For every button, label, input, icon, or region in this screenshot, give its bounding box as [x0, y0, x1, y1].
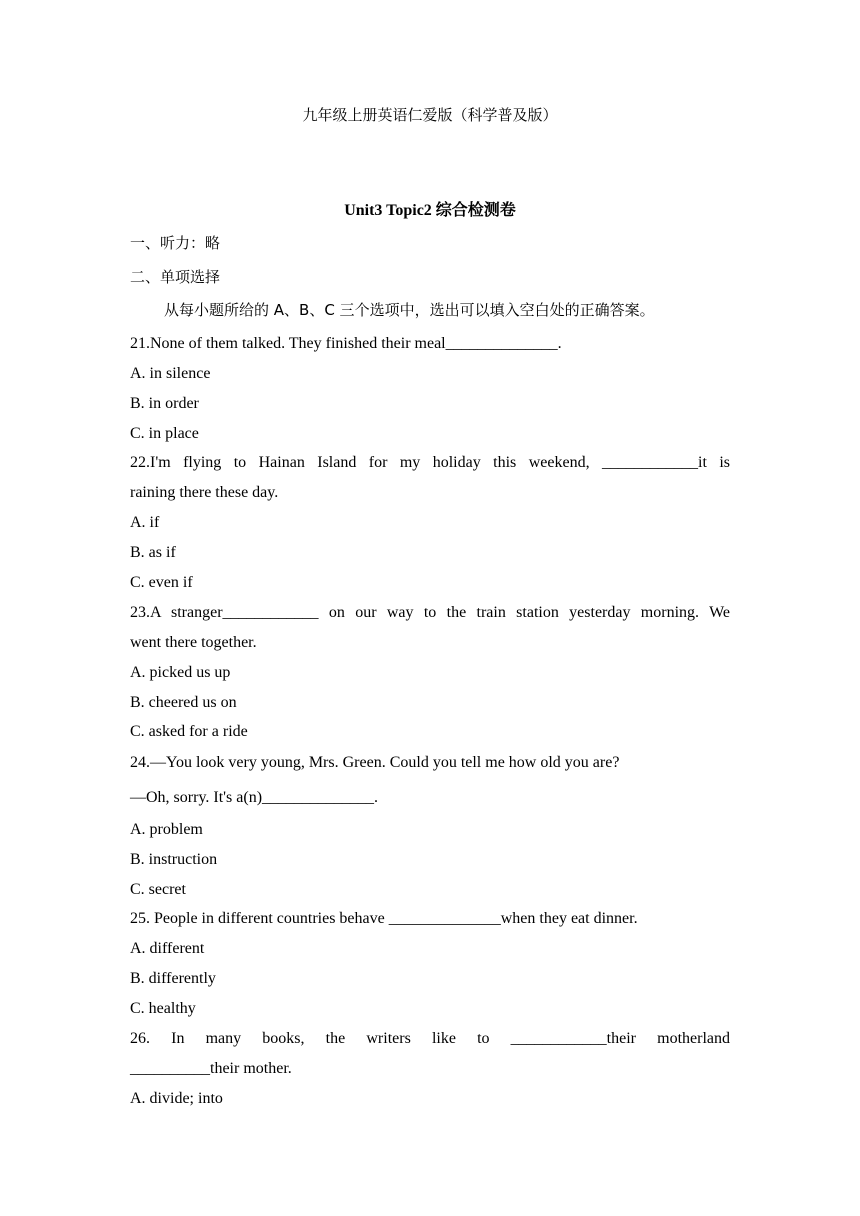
section-listening: 一、听力：略 — [130, 234, 221, 252]
question-25-option-c: C. healthy — [130, 1000, 196, 1017]
question-25-option-a: A. different — [130, 940, 205, 957]
question-24-option-c: C. secret — [130, 881, 186, 898]
question-23-stem-line2: went there together. — [130, 634, 257, 651]
question-23-option-b: B. cheered us on — [130, 694, 237, 711]
section-single-choice: 二、单项选择 — [130, 268, 221, 286]
question-22-option-c: C. even if — [130, 574, 193, 591]
question-25-stem: 25. People in different countries behave ______________when they eat dinner. — [130, 910, 638, 927]
question-22-stem-line2: raining there these day. — [130, 484, 279, 501]
question-22-option-a: A. if — [130, 514, 160, 531]
instruction-text: 从每小题所给的 A、B、C 三个选项中，选出可以填入空白处的正确答案。 — [164, 301, 655, 319]
question-21-option-a: A. in silence — [130, 365, 211, 382]
question-21-option-c: C. in place — [130, 425, 199, 442]
question-21-stem: 21.None of them talked. They finished their meal______________. — [130, 335, 562, 352]
question-26-stem-line1: 26. In many books, the writers like to ____________their motherland — [130, 1030, 730, 1047]
question-22-stem-line1: 22.I'm flying to Hainan Island for my holiday this weekend, ____________it is — [130, 454, 730, 471]
question-26-stem-line2: __________their mother. — [130, 1060, 292, 1077]
question-24-option-b: B. instruction — [130, 851, 218, 868]
question-23-option-c: C. asked for a ride — [130, 723, 248, 740]
question-23-stem-line1: 23.A stranger____________ on our way to the train station yesterday morning. We — [130, 604, 730, 621]
question-26-option-a: A. divide; into — [130, 1090, 223, 1107]
document-title: 九年级上册英语仁爱版（科学普及版） — [302, 106, 558, 124]
question-25-option-b: B. differently — [130, 970, 216, 987]
question-24-stem-line2: —Oh, sorry. It's a(n)______________. — [130, 789, 379, 806]
document-subtitle: Unit3 Topic2 综合检测卷 — [344, 202, 516, 219]
question-22-option-b: B. as if — [130, 544, 176, 561]
question-21-option-b: B. in order — [130, 395, 199, 412]
question-23-option-a: A. picked us up — [130, 664, 231, 681]
question-24-stem-line1: 24.—You look very young, Mrs. Green. Could you tell me how old you are? — [130, 754, 620, 771]
question-24-option-a: A. problem — [130, 821, 203, 838]
